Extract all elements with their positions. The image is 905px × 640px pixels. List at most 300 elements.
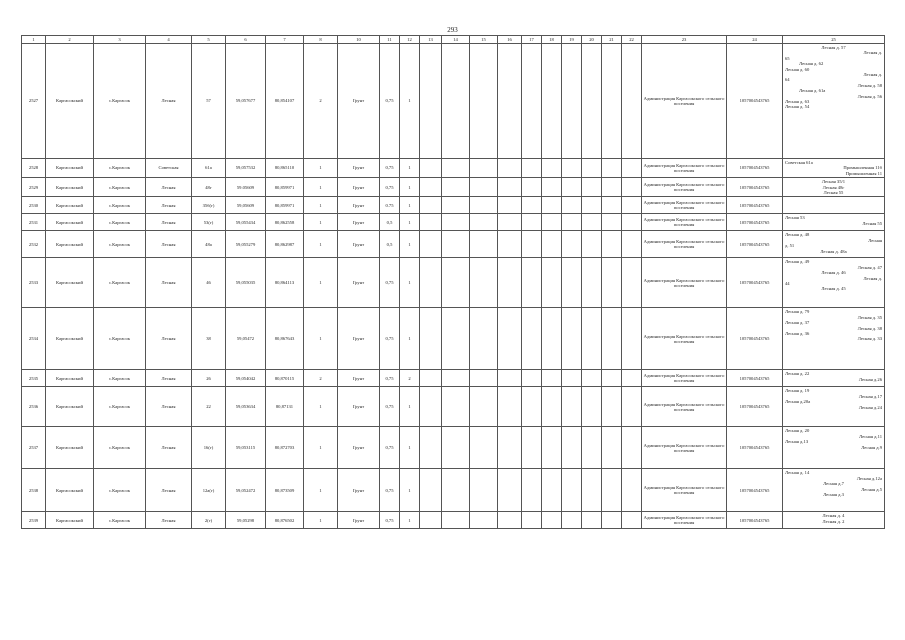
table-body — [22, 44, 885, 529]
address-line: Лесная д.9 — [861, 444, 882, 450]
cell-empty — [562, 387, 582, 427]
cell-empty — [420, 178, 442, 197]
cell-empty — [602, 469, 622, 512]
cell-street: Советская — [146, 159, 192, 178]
cell-street: Лесная — [146, 197, 192, 214]
cell-area: 0,75 — [380, 469, 400, 512]
address-line: Лесная д.20а — [785, 399, 811, 405]
cell-n: 1 — [304, 427, 338, 469]
cell-area: 0,75 — [380, 370, 400, 387]
cell-n: 1 — [304, 512, 338, 529]
cell-admin: Администрация Каргасокского сельского поселения — [642, 44, 727, 159]
cell-area: 0,75 — [380, 159, 400, 178]
cell-empty — [542, 44, 562, 159]
address-line: Лесная д.12а — [856, 475, 882, 481]
cell-empty — [442, 44, 470, 159]
cell-empty — [522, 469, 542, 512]
cell-surface: Грунт — [338, 469, 380, 512]
cell-empty — [542, 231, 562, 258]
page-number: 293 — [447, 26, 458, 34]
cell-lon: 80,865110 — [266, 159, 304, 178]
cell-lon: 80,859971 — [266, 178, 304, 197]
cell-area: 0,75 — [380, 512, 400, 529]
cell-surface: Грунт — [338, 258, 380, 308]
cell-village: с.Каргасок — [94, 214, 146, 231]
cell-empty — [470, 387, 498, 427]
cell-street: Лесная — [146, 258, 192, 308]
cell-empty — [622, 159, 642, 178]
address-line: Лесная д. 2 — [822, 518, 845, 524]
cell-empty — [582, 308, 602, 370]
cell-empty — [562, 427, 582, 469]
cell-house: 48г — [192, 178, 226, 197]
cell-empty — [522, 44, 542, 159]
cell-house: 53(г) — [192, 214, 226, 231]
cell-district: Каргасокский — [46, 387, 94, 427]
cell-empty — [522, 159, 542, 178]
cell-n: 1 — [304, 231, 338, 258]
cell-empty — [602, 44, 622, 159]
address-line: Лесная д. 47 — [857, 264, 882, 270]
address-line: Лесная 35/1 — [821, 179, 846, 185]
cell-lon: 80,870115 — [266, 370, 304, 387]
header-cell: 13 — [420, 36, 442, 44]
cell-lat: 59,05298 — [226, 512, 266, 529]
cell-admin: Администрация Каргасокского сельского поселения — [642, 197, 727, 214]
cell-id: 2528 — [22, 159, 46, 178]
cell-empty — [622, 231, 642, 258]
cell-district: Каргасокский — [46, 231, 94, 258]
cell-street: Лесная — [146, 44, 192, 159]
cell-street: Лесная — [146, 469, 192, 512]
cell-count: 1 — [400, 258, 420, 308]
cell-empty — [498, 231, 522, 258]
cell-inn: 1057004543765 — [727, 197, 783, 214]
cell-count: 1 — [400, 387, 420, 427]
cell-empty — [470, 197, 498, 214]
cell-surface: Грунт — [338, 197, 380, 214]
cell-addresses — [783, 469, 885, 512]
cell-empty — [442, 427, 470, 469]
cell-district: Каргасокский — [46, 178, 94, 197]
address-line: Лесная д. 22 — [785, 371, 810, 377]
address-line: Лесная д. 20 — [785, 428, 810, 434]
cell-lon: 80,862987 — [266, 231, 304, 258]
cell-inn: 1057004543765 — [727, 214, 783, 231]
cell-inn: 1057004543765 — [727, 370, 783, 387]
cell-count: 1 — [400, 159, 420, 178]
cell-area: 0,75 — [380, 178, 400, 197]
cell-street: Лесная — [146, 512, 192, 529]
cell-empty — [442, 231, 470, 258]
cell-empty — [582, 197, 602, 214]
cell-area: 0,5 — [380, 214, 400, 231]
address-line: 64 — [785, 77, 790, 83]
address-line: Лесная д. 14 — [785, 470, 810, 476]
cell-admin: Администрация Каргасокского сельского поселения — [642, 258, 727, 308]
cell-empty — [442, 370, 470, 387]
cell-n: 1 — [304, 469, 338, 512]
address-line: Лесная д. 48а — [820, 248, 847, 254]
cell-area: 0.75 — [380, 197, 400, 214]
address-line: Лесная 48г — [822, 184, 845, 190]
cell-admin: Администрация Каргасокского сельского поселения — [642, 214, 727, 231]
table-row — [22, 159, 885, 178]
cell-empty — [522, 512, 542, 529]
cell-lat: 59,05609 — [226, 197, 266, 214]
cell-empty — [542, 469, 562, 512]
cell-admin: Администрация Каргасокского сельского поселения — [642, 512, 727, 529]
cell-empty — [498, 512, 522, 529]
cell-inn: 1057004543765 — [727, 44, 783, 159]
cell-district: Каргасокский — [46, 197, 94, 214]
cell-lat: 59,055279 — [226, 231, 266, 258]
cell-house: 35б(г) — [192, 197, 226, 214]
table-row — [22, 178, 885, 197]
cell-empty — [562, 469, 582, 512]
cell-empty — [562, 159, 582, 178]
cell-surface: Грунт — [338, 308, 380, 370]
cell-village: с.Каргасок — [94, 427, 146, 469]
cell-admin: Администрация Каргасокского сельского поселения — [642, 178, 727, 197]
cell-empty — [622, 469, 642, 512]
cell-empty — [562, 512, 582, 529]
cell-surface: Грунт — [338, 231, 380, 258]
cell-empty — [420, 427, 442, 469]
cell-empty — [562, 231, 582, 258]
cell-empty — [420, 44, 442, 159]
cell-surface: Грунт — [338, 387, 380, 427]
cell-house: 46 — [192, 258, 226, 308]
cell-empty — [602, 178, 622, 197]
cell-addresses — [783, 258, 885, 308]
cell-empty — [470, 178, 498, 197]
address-line: Лесная д. 60 — [785, 66, 810, 72]
address-line: Лесная д. — [863, 275, 882, 281]
cell-empty — [622, 197, 642, 214]
cell-empty — [562, 178, 582, 197]
cell-lat: 59,052472 — [226, 469, 266, 512]
cell-street: Лесная — [146, 178, 192, 197]
cell-surface: Грунт — [338, 159, 380, 178]
header-cell: 17 — [522, 36, 542, 44]
cell-count: 1 — [400, 469, 420, 512]
address-line: Лесная д. 46 — [821, 270, 846, 276]
cell-empty — [602, 512, 622, 529]
header-cell: 11 — [380, 36, 400, 44]
address-line: Лесная д. 4 — [822, 513, 845, 519]
cell-surface: Грунт — [338, 427, 380, 469]
cell-empty — [622, 258, 642, 308]
cell-empty — [420, 231, 442, 258]
cell-village: с.Каргасок — [94, 512, 146, 529]
cell-count: 1 — [400, 308, 420, 370]
cell-inn: 1057004543765 — [727, 308, 783, 370]
cell-empty — [542, 370, 562, 387]
cell-empty — [498, 308, 522, 370]
cell-empty — [470, 308, 498, 370]
cell-empty — [470, 231, 498, 258]
cell-addresses — [783, 44, 885, 159]
cell-village: с.Каргасок — [94, 178, 146, 197]
cell-admin: Администрация Каргасокского сельского поселения — [642, 427, 727, 469]
cell-empty — [542, 308, 562, 370]
header-cell: 14 — [442, 36, 470, 44]
cell-empty — [602, 159, 622, 178]
header-cell: 25 — [783, 36, 885, 44]
cell-inn: 1057004543765 — [727, 231, 783, 258]
cell-area: 0,5 — [380, 231, 400, 258]
table-row — [22, 427, 885, 469]
cell-id: 2530 — [22, 197, 46, 214]
cell-empty — [622, 512, 642, 529]
cell-empty — [622, 44, 642, 159]
address-line: Лесная д.17 — [858, 393, 882, 399]
cell-village: с.Каргасок — [94, 159, 146, 178]
cell-lon: 80,854107 — [266, 44, 304, 159]
cell-lat: 59,053115 — [226, 427, 266, 469]
cell-addresses — [783, 512, 885, 529]
cell-empty — [602, 258, 622, 308]
cell-empty — [522, 197, 542, 214]
cell-addresses — [783, 370, 885, 387]
cell-lon: 80,876502 — [266, 512, 304, 529]
address-line: Промышленная 11б — [843, 165, 882, 171]
cell-count: 1 — [400, 512, 420, 529]
address-line: Лесная д. — [863, 72, 882, 78]
cell-empty — [498, 159, 522, 178]
cell-empty — [622, 387, 642, 427]
cell-village: с.Каргасок — [94, 308, 146, 370]
cell-lon: 80,862558 — [266, 214, 304, 231]
cell-empty — [542, 387, 562, 427]
cell-empty — [622, 178, 642, 197]
cell-empty — [522, 178, 542, 197]
cell-empty — [442, 512, 470, 529]
cell-lat: 59,053634 — [226, 387, 266, 427]
cell-empty — [442, 258, 470, 308]
cell-count: 1 — [400, 44, 420, 159]
address-line: Лесная 55 — [823, 190, 844, 196]
address-line: Лесная д. 36 — [785, 331, 810, 337]
cell-admin: Администрация Каргасокского сельского поселения — [642, 159, 727, 178]
cell-empty — [522, 258, 542, 308]
cell-street: Лесная — [146, 370, 192, 387]
cell-addresses — [783, 387, 885, 427]
cell-id: 2534 — [22, 308, 46, 370]
address-line: Лесная д. 58 — [857, 82, 882, 88]
cell-empty — [582, 370, 602, 387]
cell-area: 0,75 — [380, 258, 400, 308]
table-row — [22, 231, 885, 258]
cell-empty — [498, 387, 522, 427]
cell-count: 1 — [400, 178, 420, 197]
cell-empty — [470, 370, 498, 387]
cell-empty — [442, 197, 470, 214]
cell-inn: 1057004543765 — [727, 512, 783, 529]
cell-area: 0,75 — [380, 308, 400, 370]
cell-house: 26 — [192, 370, 226, 387]
cell-surface: Грунт — [338, 44, 380, 159]
cell-n: 1 — [304, 214, 338, 231]
address-line: Лесная д. 57 — [821, 45, 846, 50]
address-line: Лесная д. 48 — [785, 232, 810, 238]
cell-empty — [602, 214, 622, 231]
cell-village: с.Каргасок — [94, 197, 146, 214]
cell-district: Каргасокский — [46, 370, 94, 387]
cell-n: 1 — [304, 159, 338, 178]
address-line: Лесная д. 19 — [785, 388, 810, 394]
address-line: Лесная д.3 — [823, 492, 844, 498]
cell-lat: 59,055035 — [226, 258, 266, 308]
cell-empty — [420, 370, 442, 387]
header-cell: 10 — [338, 36, 380, 44]
cell-addresses — [783, 427, 885, 469]
cell-empty — [522, 427, 542, 469]
header-cell: 7 — [266, 36, 304, 44]
cell-empty — [562, 258, 582, 308]
cell-empty — [582, 231, 602, 258]
cell-village: с.Каргасок — [94, 258, 146, 308]
cell-empty — [522, 370, 542, 387]
table-row — [22, 387, 885, 427]
cell-admin: Администрация Каргасокского сельского поселения — [642, 387, 727, 427]
header-cell: 6 — [226, 36, 266, 44]
cell-empty — [562, 197, 582, 214]
cell-area: 0,75 — [380, 387, 400, 427]
cell-empty — [470, 159, 498, 178]
cell-empty — [582, 512, 602, 529]
cell-addresses — [783, 231, 885, 258]
address-line: Лесная д. 56 — [857, 93, 882, 99]
cell-count: 1 — [400, 197, 420, 214]
cell-district: Каргасокский — [46, 159, 94, 178]
cell-empty — [602, 427, 622, 469]
cell-empty — [562, 214, 582, 231]
cell-lat: 59,054042 — [226, 370, 266, 387]
header-cell: 18 — [542, 36, 562, 44]
header-cell: 12 — [400, 36, 420, 44]
table-row — [22, 258, 885, 308]
header-cell: 21 — [602, 36, 622, 44]
cell-empty — [582, 178, 602, 197]
header-cell: 22 — [622, 36, 642, 44]
address-line: Лесная д. 33 — [857, 336, 882, 342]
cell-empty — [542, 512, 562, 529]
cell-empty — [602, 370, 622, 387]
cell-empty — [498, 214, 522, 231]
address-line: Лесная 53 — [785, 215, 805, 221]
address-line: Лесная д. 49 — [785, 259, 810, 265]
address-line: Советская 61а — [785, 160, 813, 165]
cell-id: 2527 — [22, 44, 46, 159]
cell-village: с.Каргасок — [94, 44, 146, 159]
cell-empty — [498, 370, 522, 387]
address-line: Лесная д. 62 — [799, 61, 824, 67]
cell-empty — [442, 214, 470, 231]
cell-empty — [582, 159, 602, 178]
address-line: Лесная д.26 — [858, 376, 882, 382]
header-cell: 20 — [582, 36, 602, 44]
cell-lat: 59,05472 — [226, 308, 266, 370]
cell-street: Лесная — [146, 308, 192, 370]
address-line: Лесная д.13 — [785, 439, 809, 445]
cell-empty — [420, 387, 442, 427]
header-cell: 8 — [304, 36, 338, 44]
cell-empty — [442, 469, 470, 512]
cell-house: 57 — [192, 44, 226, 159]
cell-inn: 1057004543765 — [727, 427, 783, 469]
cell-empty — [498, 44, 522, 159]
address-line: д. 51 — [785, 243, 795, 249]
header-cell: 24 — [727, 36, 783, 44]
cell-addresses — [783, 214, 885, 231]
cell-lon: 80,87131 — [266, 387, 304, 427]
cell-addresses — [783, 178, 885, 197]
cell-inn: 1057004543765 — [727, 159, 783, 178]
cell-district: Каргасокский — [46, 427, 94, 469]
cell-lon: 80,864113 — [266, 258, 304, 308]
header-cell: 5 — [192, 36, 226, 44]
cell-admin: Администрация Каргасокского сельского поселения — [642, 231, 727, 258]
cell-empty — [562, 370, 582, 387]
header-cell: 3 — [94, 36, 146, 44]
cell-id: 2537 — [22, 427, 46, 469]
cell-empty — [542, 427, 562, 469]
cell-empty — [582, 214, 602, 231]
cell-id: 2539 — [22, 512, 46, 529]
cell-n: 1 — [304, 178, 338, 197]
cell-house: 61а — [192, 159, 226, 178]
cell-empty — [562, 308, 582, 370]
cell-empty — [420, 258, 442, 308]
cell-empty — [498, 197, 522, 214]
cell-empty — [542, 197, 562, 214]
cell-n: 1 — [304, 308, 338, 370]
cell-surface: Грунт — [338, 178, 380, 197]
cell-empty — [602, 308, 622, 370]
cell-inn: 1057004543765 — [727, 469, 783, 512]
cell-empty — [542, 258, 562, 308]
cell-count: 1 — [400, 214, 420, 231]
address-line: 65 — [785, 55, 790, 61]
cell-admin: Администрация Каргасокского сельского поселения — [642, 308, 727, 370]
cell-empty — [622, 308, 642, 370]
cell-empty — [420, 214, 442, 231]
cell-house: 22 — [192, 387, 226, 427]
cell-empty — [582, 387, 602, 427]
cell-empty — [470, 44, 498, 159]
cell-empty — [442, 159, 470, 178]
table-row — [22, 197, 885, 214]
cell-empty — [420, 469, 442, 512]
cell-area: 0,75 — [380, 427, 400, 469]
cell-empty — [420, 197, 442, 214]
cell-empty — [602, 197, 622, 214]
cell-empty — [582, 469, 602, 512]
cell-empty — [470, 258, 498, 308]
cell-lat: 59,057677 — [226, 44, 266, 159]
cell-lon: 80,859971 — [266, 197, 304, 214]
cell-n: 2 — [304, 370, 338, 387]
cell-street: Лесная — [146, 231, 192, 258]
cell-surface: Грунт — [338, 370, 380, 387]
header-cell: 2 — [46, 36, 94, 44]
cell-house: 48а — [192, 231, 226, 258]
table-row — [22, 44, 885, 159]
cell-n: 1 — [304, 258, 338, 308]
header-cell: 4 — [146, 36, 192, 44]
